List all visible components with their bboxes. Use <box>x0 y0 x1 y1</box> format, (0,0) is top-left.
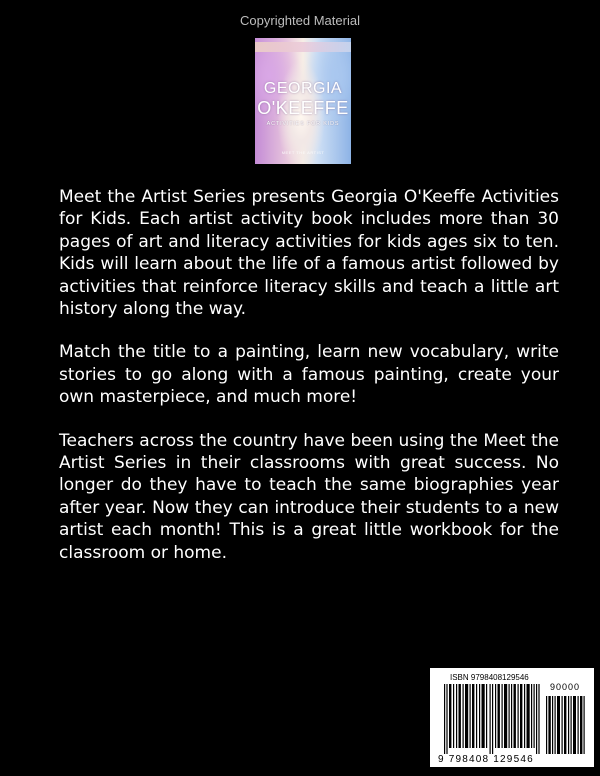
cover-subtitle: ACTIVITIES FOR KIDS <box>266 121 340 127</box>
description-paragraph-1: Meet the Artist Series presents Georgia O'Keeffe Activities for Kids. Each artist activity book includes more than 30 pages of art and literacy activities for kids ages six to ten. Kids will learn about the life of a famous artist followed by activities that reinforce literacy skills and teach a little art history along the way. <box>59 187 559 320</box>
cover-title-line1: GEORGIA <box>263 80 343 97</box>
price-code-digits: 90000 <box>550 682 581 692</box>
cover-title-line2: O'KEEFFE <box>257 98 349 118</box>
copyright-watermark: Copyrighted Material <box>240 13 360 28</box>
price-code-bars <box>546 696 586 754</box>
isbn-label: ISBN 9798408129546 <box>450 673 529 682</box>
description-paragraph-2: Match the title to a painting, learn new vocabulary, write stories to go along with a famous painting, create your own masterpiece, and much more! <box>59 342 559 408</box>
book-cover-thumbnail <box>255 38 351 164</box>
ean13-bars <box>444 684 542 754</box>
description-text <box>59 186 559 585</box>
barcode-digits: 9 798408 129546 <box>438 754 534 765</box>
cover-footer: MEET THE ARTIST <box>281 150 325 155</box>
cover-decoration <box>255 42 351 52</box>
isbn-barcode <box>430 668 594 767</box>
description-paragraph-3: Teachers across the country have been using the Meet the Artist Series in their classrooms with great success. No longer do they have to teach the same biographies year after year. Now they can introduce their students to a new artist each month! This is a great little workbook for the classroom or home. <box>59 430 559 563</box>
